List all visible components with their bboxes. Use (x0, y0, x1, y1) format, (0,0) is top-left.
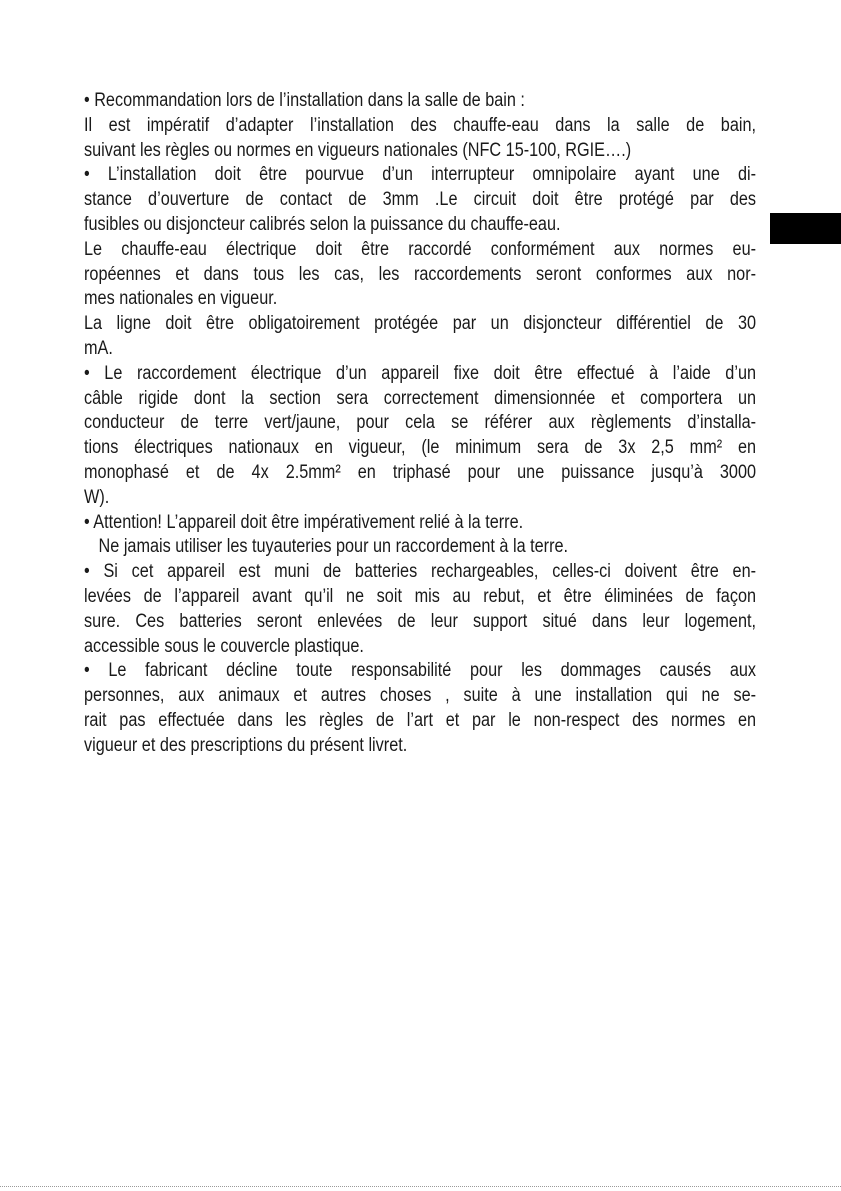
text-line: accessible sous le couvercle plastique. (84, 635, 364, 657)
text-line: personnes, aux animaux et autres choses , suite à une installation qui ne se- (84, 685, 757, 707)
text-line: mA. (84, 337, 113, 359)
text-line: vigueur et des prescriptions du présent livret. (84, 734, 408, 756)
text-line: mes nationales en vigueur. (84, 288, 278, 310)
text-line: • Attention! L’appareil doit être impérativement relié à la terre. (84, 511, 524, 533)
text-line: • Le fabricant décline toute responsabilité pour les dommages causés aux (84, 660, 757, 682)
text-line: • L’installation doit être pourvue d’un interrupteur omnipolaire ayant une di- (84, 164, 757, 186)
text-line: suivant les règles ou normes en vigueurs nationales (NFC 15-100, RGIE….) (84, 139, 632, 161)
installation-instructions-text (84, 89, 756, 759)
text-line: ropéennes et dans tous les cas, les raccordements seront conformes aux nor- (84, 263, 757, 285)
text-line: câble rigide dont la section sera correctement dimensionnée et comportera un (84, 387, 757, 409)
text-line: rait pas effectuée dans les règles de l’art et par le non-respect des normes en (84, 709, 757, 731)
text-line: tions électriques nationaux en vigueur, (le minimum sera de 3x 2,5 mm² en (84, 437, 757, 459)
section-tab-marker (770, 213, 841, 244)
text-line: conducteur de terre vert/jaune, pour cela se référer aux règlements d’installa- (84, 412, 757, 434)
text-line: Ne jamais utiliser les tuyauteries pour un raccordement à la terre. (98, 536, 569, 558)
text-line: • Le raccordement électrique d’un appareil fixe doit être effectué à l’aide d’un (84, 362, 757, 384)
page-bottom-rule (0, 1186, 841, 1187)
text-line: W). (84, 486, 110, 508)
text-line: Le chauffe-eau électrique doit être raccordé conformément aux normes eu- (84, 238, 757, 260)
text-line: monophasé et de 4x 2.5mm² en triphasé pour une puissance jusqu’à 3000 (84, 461, 757, 483)
text-line: levées de l’appareil avant qu’il ne soit mis au rebut, et être éliminées de façon (84, 585, 757, 607)
text-line: stance d’ouverture de contact de 3mm .Le circuit doit être protégé par des (84, 189, 757, 211)
text-line: • Recommandation lors de l’installation dans la salle de bain : (84, 90, 525, 111)
text-line: fusibles ou disjoncteur calibrés selon la puissance du chauffe-eau. (84, 213, 561, 235)
text-line: sure. Ces batteries seront enlevées de leur support situé dans leur logement, (84, 610, 757, 632)
text-line: • Si cet appareil est muni de batteries rechargeables, celles-ci doivent être en- (84, 561, 757, 583)
text-line: Il est impératif d’adapter l’installation des chauffe-eau dans la salle de bain, (84, 114, 757, 136)
text-line: La ligne doit être obligatoirement protégée par un disjoncteur différentiel de 30 (84, 313, 757, 335)
